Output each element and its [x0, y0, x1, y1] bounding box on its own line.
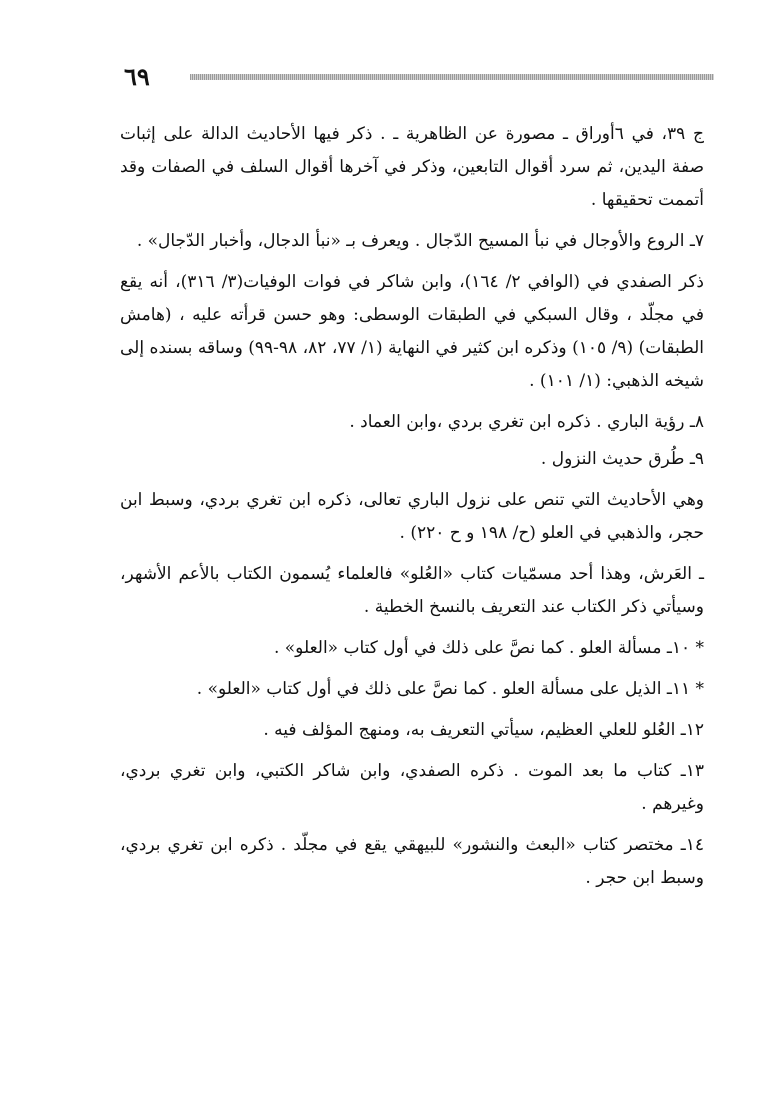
list-item-9: ٩ـ طُرق حديث النزول .: [540, 449, 704, 469]
paragraph-arsh: ـ العَرش، وهذا أحد مسمّيات كتاب «العُلو» فالعلماء يُسمون الكتاب بالأعم الأشهر، وسيأتي ذكر الكتاب عند التعريف بالنسخ الخطية .: [120, 564, 704, 617]
paragraph-item-7-notes: ذكر الصفدي في (الوافي ٢/ ١٦٤)، وابن شاكر في فوات الوفيات(٣/ ٣١٦)، أنه يقع في مجلّد ، وقال السبكي في الطبقات الوسطى: وهو حسن قرأته عليه ، (هامش الطبقات) (٩/ ١٠٥) وذكره ابن كثير في النهاية (١/ ٧٧، ٨٢، ٩٨-٩٩) وساقه بسنده إلى شيخه الذهبي: (١/ ١٠١) .: [120, 272, 704, 391]
list-item-11: * ١١ـ الذيل على مسألة العلو . كما نصَّ على ذلك في أول كتاب «العلو» .: [196, 679, 704, 699]
page-number: ٦٩: [124, 62, 150, 91]
page-body: [120, 118, 704, 903]
page-header: [124, 60, 714, 94]
paragraph-item-9-notes: وهي الأحاديث التي تنص على نزول الباري تعالى، ذكره ابن تغري بردي، وسبط ابن حجر، والذهبي في العلو (ح/ ١٩٨ و ح ٢٢٠) .: [120, 490, 704, 543]
list-item-7: ٧ـ الروع والأوجال في نبأ المسيح الدّجال . ويعرف بـ «نبأ الدجال، وأخبار الدّجال» .: [136, 231, 704, 251]
list-item-14: ١٤ـ مختصر كتاب «البعث والنشور» للبيهقي يقع في مجلّد . ذكره ابن تغري بردي، وسبط ابن حجر .: [120, 835, 704, 888]
header-rule: [190, 74, 714, 80]
list-item-13: ١٣ـ كتاب ما بعد الموت . ذكره الصفدي، وابن شاكر الكتبي، وابن تغري بردي، وغيرهم .: [120, 761, 704, 814]
list-item-10: * ١٠ـ مسألة العلو . كما نصَّ على ذلك في أول كتاب «العلو» .: [273, 638, 704, 658]
list-item-12: ١٢ـ العُلو للعلي العظيم، سيأتي التعريف به، ومنهج المؤلف فيه .: [263, 720, 704, 740]
list-item-8: ٨ـ رؤية الباري . ذكره ابن تغري بردي ،وابن العماد .: [349, 412, 704, 432]
paragraph-intro: ج ٣٩، في ٦أوراق ـ مصورة عن الظاهرية ـ . ذكر فيها الأحاديث الدالة على إثبات صفة اليدين، ثم سرد أقوال التابعين، وذكر في آخرها أقوال السلف في الصفات وقد أتممت تحقيقها .: [120, 124, 704, 210]
